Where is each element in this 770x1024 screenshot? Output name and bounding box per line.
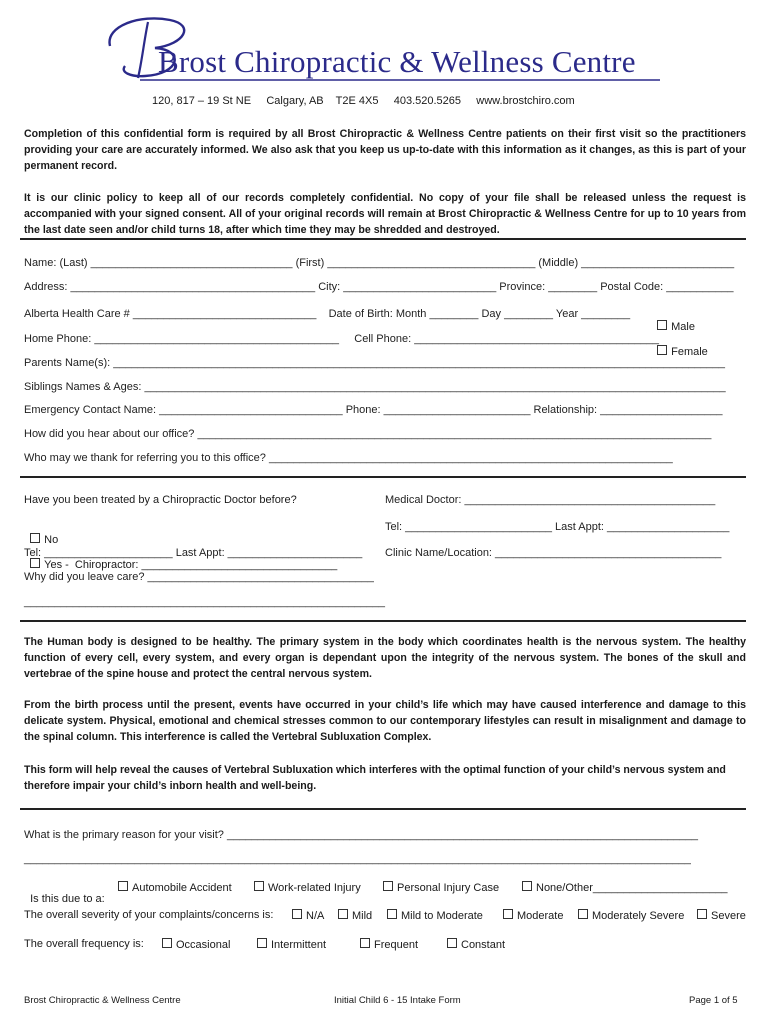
body-paragraph-3: This form will help reveal the causes of Vertebral Subluxation which interferes with the optimal function of your child’s nervous system and therefore impair your child’s inborn health and well-being. bbox=[24, 764, 726, 792]
option-label: None/Other______________________ bbox=[536, 882, 728, 894]
address-field[interactable]: Address: ________________________________________ City: _________________________ Province: ________ Postal Code: ___________ bbox=[24, 281, 734, 293]
checkbox[interactable] bbox=[387, 909, 397, 919]
divider bbox=[20, 808, 746, 810]
checkbox[interactable] bbox=[697, 909, 707, 919]
treated-options bbox=[24, 521, 337, 571]
checkbox[interactable] bbox=[292, 909, 302, 919]
contact-line: 120, 817 – 19 St NE Calgary, AB T2E 4X5 403.520.5265 www.brostchiro.com bbox=[152, 95, 575, 107]
frequency-option[interactable] bbox=[447, 938, 505, 951]
female-label: Female bbox=[671, 346, 708, 358]
option-label: Occasional bbox=[176, 939, 231, 951]
visit-reason-blank[interactable]: _____________________________________________________________________________________________________________ bbox=[24, 853, 691, 865]
siblings-field[interactable]: Siblings Names & Ages: _______________________________________________________________________________________________ bbox=[24, 381, 726, 393]
cause-row bbox=[24, 881, 105, 905]
footer-left: Brost Chiropractic & Wellness Centre bbox=[24, 995, 181, 1006]
yes-checkbox[interactable] bbox=[30, 558, 40, 568]
male-label: Male bbox=[671, 321, 695, 333]
severity-label: The overall severity of your complaints/concerns is: bbox=[24, 909, 274, 921]
treated-question: Have you been treated by a Chiropractic Doctor before? bbox=[24, 494, 297, 506]
divider bbox=[20, 620, 746, 622]
female-checkbox[interactable] bbox=[657, 345, 667, 355]
cause-option[interactable] bbox=[118, 881, 232, 894]
option-label: Personal Injury Case bbox=[397, 882, 500, 894]
emergency-contact-field[interactable]: Emergency Contact Name: ______________________________ Phone: ________________________ Relationship: ____________________ bbox=[24, 404, 723, 416]
medical-doctor-field[interactable]: Medical Doctor: _________________________________________ bbox=[385, 494, 716, 506]
sex-options bbox=[651, 308, 708, 358]
option-label: Intermittent bbox=[271, 939, 327, 951]
frequency-option[interactable] bbox=[257, 938, 326, 951]
severity-option[interactable] bbox=[387, 909, 483, 922]
visit-reason-field[interactable]: What is the primary reason for your visit? _____________________________________________________________________________ bbox=[24, 829, 699, 841]
body-paragraph-1: The Human body is designed to be healthy. The primary system in the body which coordinates health is the nervous system. The healthy function of every cell, every system, and every organ is dependant upon the integrity of the nervous system. The bones of the skull and vertebrae of the spine house and protect the central nervous system. bbox=[24, 636, 746, 680]
leave-care-blank[interactable]: ___________________________________________________________ bbox=[24, 596, 385, 608]
option-label: Severe bbox=[711, 910, 746, 922]
checkbox[interactable] bbox=[383, 881, 393, 891]
option-label: Mild bbox=[352, 910, 373, 922]
option-label: Moderately Severe bbox=[592, 910, 685, 922]
intro-paragraph-1: Completion of this confidential form is required by all Brost Chiropractic & Wellness Centre patients on their first visit so the practitioners providing your care are accurately informed. We also ask that you keep us up-to-date with this information as it changes, as this is part of your permanent record. bbox=[24, 128, 746, 172]
severity-option[interactable] bbox=[578, 909, 684, 922]
option-label: Moderate bbox=[517, 910, 564, 922]
male-checkbox[interactable] bbox=[657, 320, 667, 330]
ahc-dob-field[interactable]: Alberta Health Care # ______________________________ Date of Birth: Month ________ Day ________ Year ________ bbox=[24, 308, 631, 320]
clinic-location-field[interactable]: Clinic Name/Location: _____________________________________ bbox=[385, 547, 722, 559]
referrer-field[interactable]: Who may we thank for referring you to this office? __________________________________________________________________ bbox=[24, 452, 673, 464]
page-number: Page 1 of 5 bbox=[689, 995, 738, 1006]
option-label: Mild to Moderate bbox=[401, 910, 483, 922]
severity-option[interactable] bbox=[697, 909, 746, 922]
checkbox[interactable] bbox=[162, 938, 172, 948]
intro-paragraph-2: It is our clinic policy to keep all of our records completely confidential. No copy of your file shall be released unless the request is accompanied with your signed consent. All of your original records will remain at Brost Chiropractic & Wellness Centre for up to 10 years from the last date seen and/or child turns 18, after which time they may be shredded and destroyed. bbox=[24, 192, 746, 236]
severity-option[interactable] bbox=[338, 909, 372, 922]
checkbox[interactable] bbox=[254, 881, 264, 891]
chiropractor-field[interactable]: Yes - Chiropractor: ________________________________ bbox=[44, 559, 338, 571]
frequency-option[interactable] bbox=[360, 938, 418, 951]
checkbox[interactable] bbox=[118, 881, 128, 891]
option-label: Work-related Injury bbox=[268, 882, 361, 894]
leave-care-field[interactable]: Why did you leave care? _____________________________________ bbox=[24, 571, 374, 583]
no-label: No bbox=[44, 534, 59, 546]
option-label: Frequent bbox=[374, 939, 419, 951]
chiro-tel-field[interactable]: Tel: _____________________ Last Appt: ______________________ bbox=[24, 547, 363, 559]
option-label: Constant bbox=[461, 939, 506, 951]
checkbox[interactable] bbox=[578, 909, 588, 919]
cause-label: Is this due to a: bbox=[30, 893, 105, 905]
parents-field[interactable]: Parents Name(s): ____________________________________________________________________________________________________ bbox=[24, 357, 726, 369]
clinic-logo bbox=[100, 6, 670, 88]
logo-text: Brost Chiropractic & Wellness Centre bbox=[158, 44, 636, 79]
checkbox[interactable] bbox=[447, 938, 457, 948]
name-field[interactable]: Name: (Last) _________________________________ (First) __________________________________ (Middle) _________________________ bbox=[24, 257, 735, 269]
cause-option[interactable] bbox=[522, 881, 727, 894]
footer-center: Initial Child 6 - 15 Intake Form bbox=[334, 995, 461, 1006]
severity-option[interactable] bbox=[503, 909, 563, 922]
referral-source-field[interactable]: How did you hear about our office? ____________________________________________________________________________________ bbox=[24, 428, 712, 440]
checkbox[interactable] bbox=[360, 938, 370, 948]
frequency-option[interactable] bbox=[162, 938, 230, 951]
severity-option[interactable] bbox=[292, 909, 324, 922]
no-checkbox[interactable] bbox=[30, 533, 40, 543]
phone-field[interactable]: Home Phone: ________________________________________ Cell Phone: ________________________________________ bbox=[24, 333, 659, 345]
cause-option[interactable] bbox=[254, 881, 361, 894]
option-label: N/A bbox=[306, 910, 325, 922]
frequency-label: The overall frequency is: bbox=[24, 938, 144, 950]
checkbox[interactable] bbox=[522, 881, 532, 891]
divider bbox=[20, 238, 746, 240]
divider bbox=[20, 476, 746, 478]
checkbox[interactable] bbox=[257, 938, 267, 948]
cause-option[interactable] bbox=[383, 881, 499, 894]
md-tel-field[interactable]: Tel: ________________________ Last Appt: ____________________ bbox=[385, 521, 730, 533]
body-paragraph-2: From the birth process until the present, events have occurred in your child’s life which may have caused interference and damage to this delicate system. Physical, emotional and chemical stresses common to our contemporary lifestyles can result in misalignment and damage to the spinal column. This interference is called the Vertebral Subluxation Complex. bbox=[24, 699, 746, 743]
checkbox[interactable] bbox=[503, 909, 513, 919]
option-label: Automobile Accident bbox=[132, 882, 232, 894]
checkbox[interactable] bbox=[338, 909, 348, 919]
